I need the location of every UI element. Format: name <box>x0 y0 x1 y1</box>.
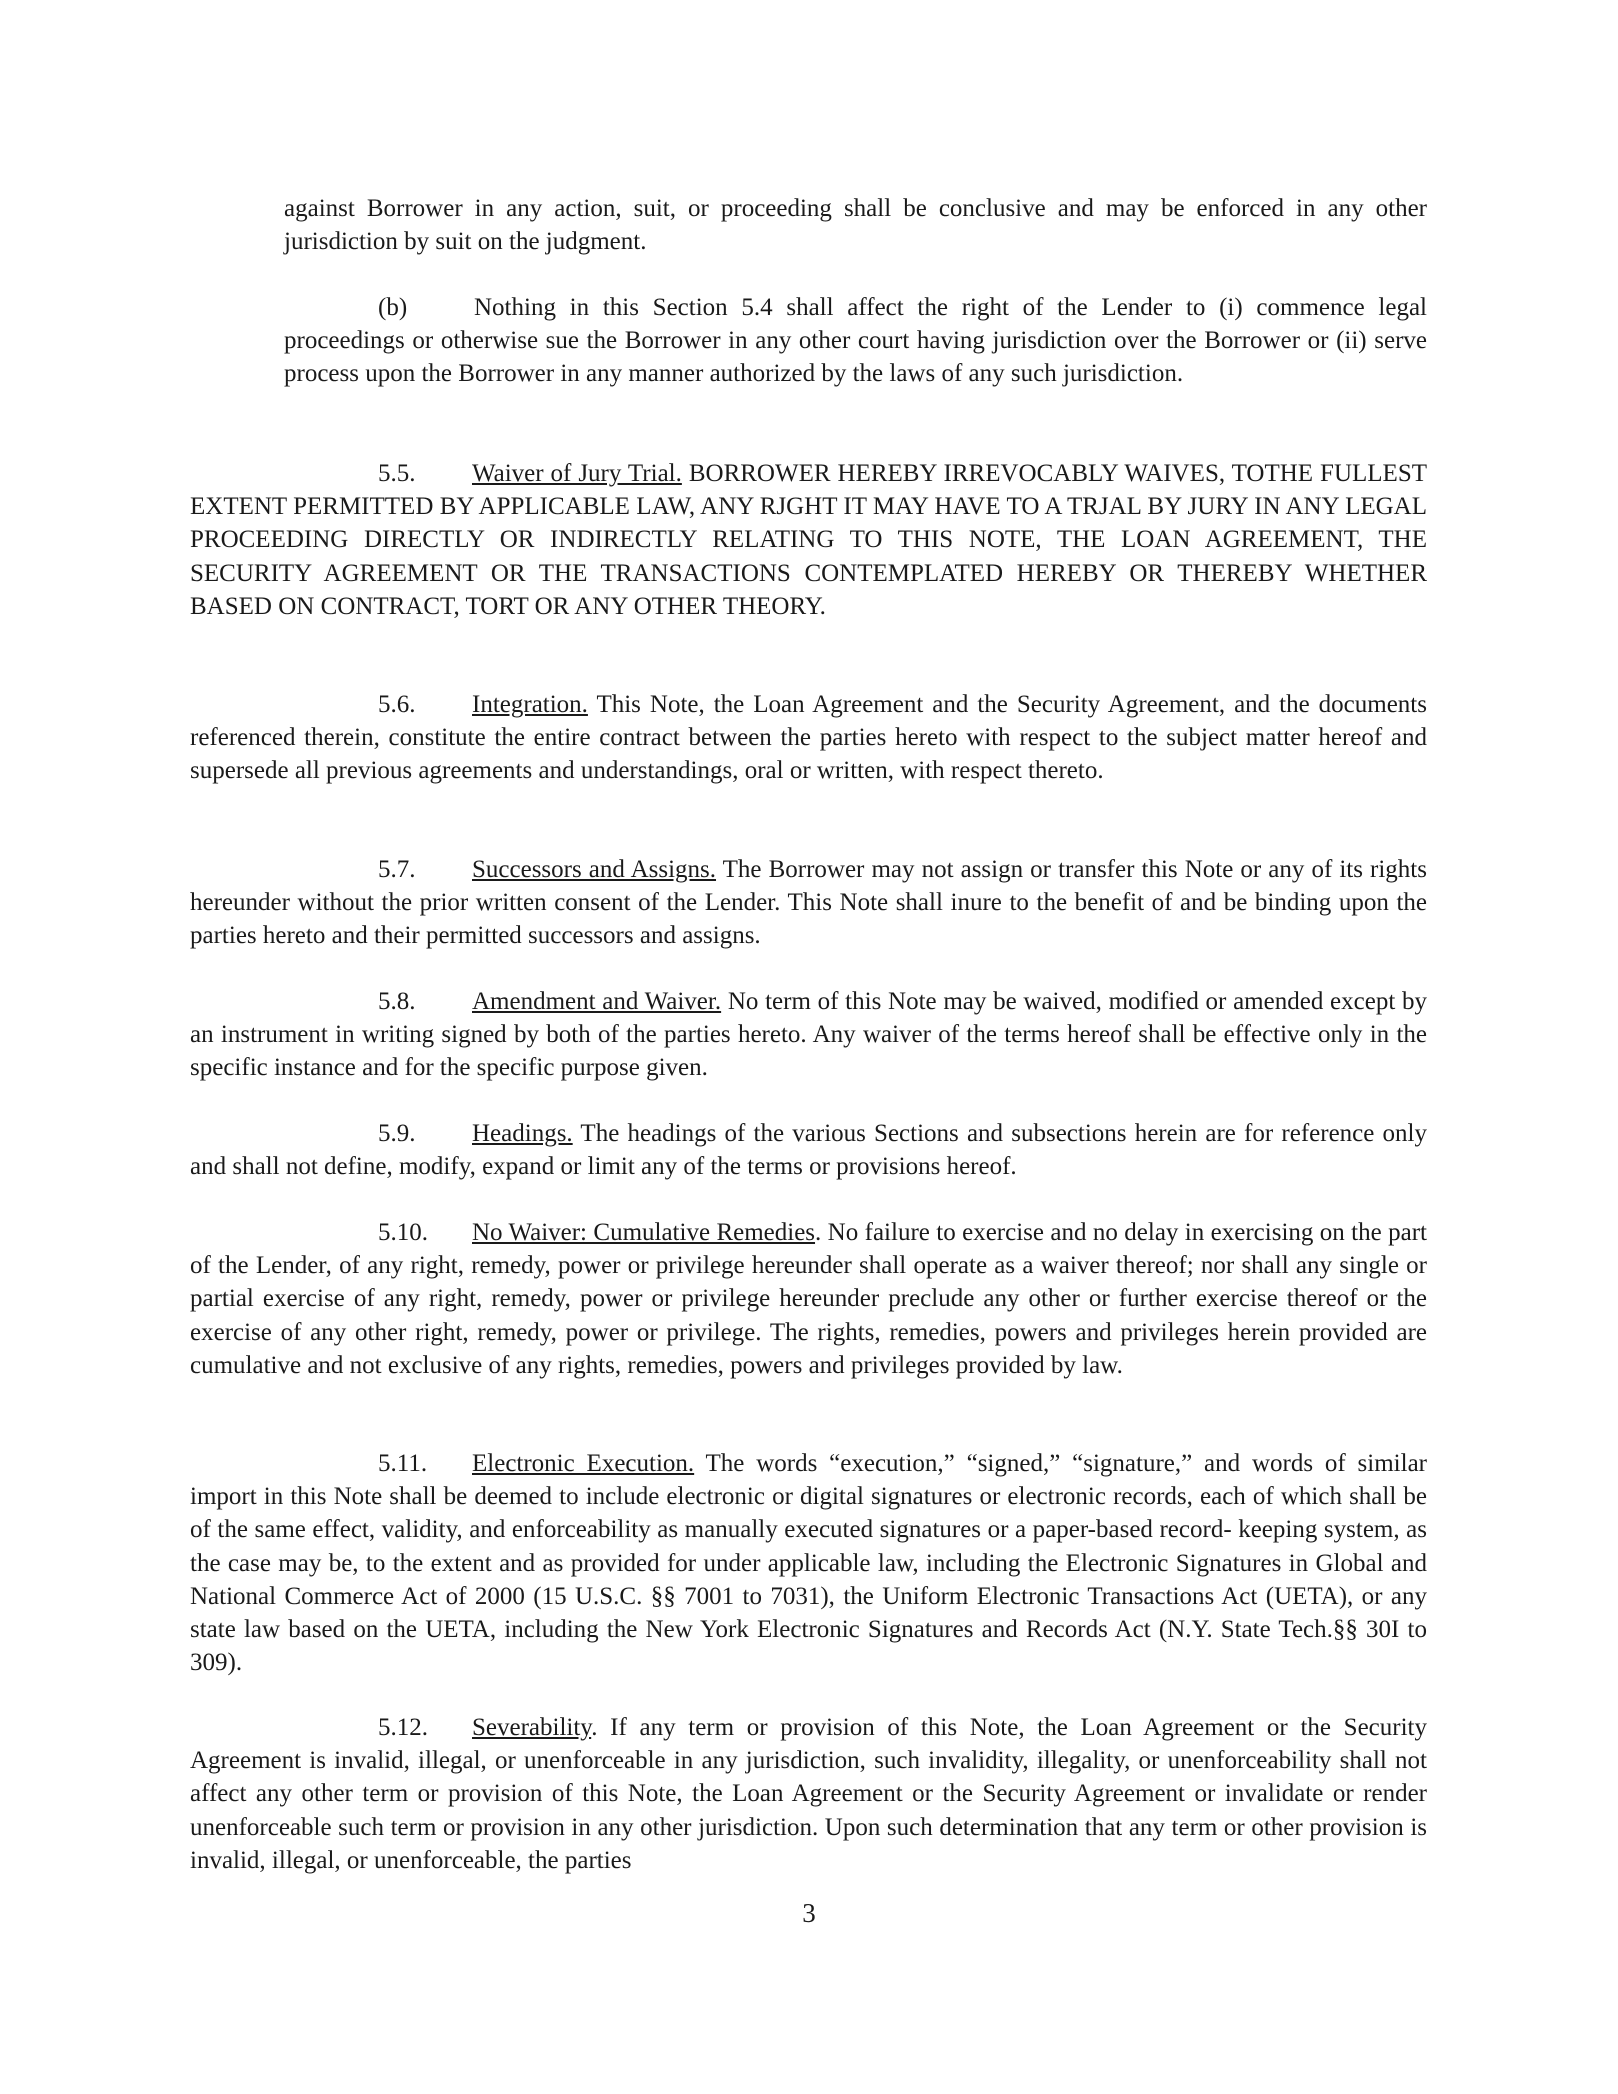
section-heading: Integration. <box>472 691 588 718</box>
section-text: BORROWER HEREBY IRREVOCABLY WAIVES, TOTHE FULLEST EXTENT PERMITTED BY APPLICABLE LAW, ANY RJGHT IT MAY HAVE TO A TRJAL BY JURY IN ANY LEGAL PROCEEDING DIRECTLY OR INDIRECTLY RELATING TO THIS NOTE, THE LOAN AGREEMENT, THE SECURITY AGREEMENT OR THE TRANSACTIONS CONTEMPLATED HEREBY OR THEREBY WHETHER BASED ON CONTRACT, TORT OR ANY OTHER THEORY. <box>190 460 1428 620</box>
section-number: 5.5. <box>378 460 416 487</box>
section-5-11 <box>190 1447 1427 1679</box>
paragraph-continuation <box>284 192 1427 258</box>
section-text: The headings of the various Sections and subsections herein are for reference only and shall not define, modify, expand or limit any of the terms or provisions hereof. <box>190 1120 1427 1181</box>
section-5-5 <box>190 457 1427 623</box>
paragraph-text: against Borrower in any action, suit, or proceeding shall be conclusive and may be enforced in any other jurisdiction by suit on the judgment. <box>284 195 1427 256</box>
subsection-label: (b) <box>378 294 408 321</box>
section-5-7 <box>190 853 1427 953</box>
section-5-10 <box>190 1216 1427 1382</box>
section-heading: No Waiver: Cumulative Remedies <box>472 1219 816 1246</box>
section-number: 5.10. <box>378 1219 428 1246</box>
section-text: No term of this Note may be waived, modified or amended except by an instrument in writing signed by both of the parties hereto. Any waiver of the terms hereof shall be effective only in the specific instance and for the specific purpose given. <box>190 988 1427 1082</box>
page-number: 3 <box>802 1898 816 1928</box>
section-number: 5.8. <box>378 988 416 1015</box>
section-heading: Severability <box>472 1714 592 1741</box>
section-text: . If any term or provision of this Note, the Loan Agreement or the Security Agreement is invalid, illegal, or unenforceable in any jurisdiction, such invalidity, illegality, or unenforceability shall not affect any other term or provision of this Note, the Loan Agreement or the Security Agreement or invalidate or render unenforceable such term or provision in any other jurisdiction. Upon such determination that any term or other provision is invalid, illegal, or unenforceable, the parties <box>190 1714 1427 1874</box>
section-heading: Successors and Assigns. <box>472 856 717 883</box>
section-heading: Waiver of Jury Trial. <box>472 460 682 487</box>
section-number: 5.11. <box>378 1450 428 1477</box>
section-heading: Amendment and Waiver. <box>472 988 722 1015</box>
section-text: . No failure to exercise and no delay in exercising on the part of the Lender, of any right, remedy, power or privilege hereunder shall operate as a waiver thereof; nor shall any single or partial exercise of any right, remedy, power or privilege hereunder preclude any other or further exercise thereof or the exercise of any other right, remedy, power or privilege. The rights, remedies, powers and privileges herein provided are cumulative and not exclusive of any rights, remedies, powers and privileges provided by law. <box>190 1219 1427 1379</box>
section-number: 5.9. <box>378 1120 416 1147</box>
section-5-8 <box>190 985 1427 1085</box>
section-text: The Borrower may not assign or transfer this Note or any of its rights hereunder without the prior written consent of the Lender. This Note shall inure to the benefit of and be binding upon the parties hereto and their permitted successors and assigns. <box>190 856 1427 950</box>
section-5-6 <box>190 688 1427 788</box>
section-text: This Note, the Loan Agreement and the Security Agreement, and the documents referenced therein, constitute the entire contract between the parties hereto with respect to the subject matter hereof and supersede all previous agreements and understandings, oral or written, with respect thereto. <box>190 691 1427 785</box>
section-text: The words “execution,” “signed,” “signature,” and words of similar import in this Note shall be deemed to include electronic or digital signatures or electronic records, each of which shall be of the same effect, validity, and enforceability as manually executed signatures or a paper-based record- keeping system, as the case may be, to the extent and as provided for under applicable law, including the Electronic Signatures in Global and National Commerce Act of 2000 (15 U.S.C. §§ 7001 to 7031), the Uniform Electronic Transactions Act (UETA), or any state law based on the UETA, including the New York Electronic Signatures and Records Act (N.Y. State Tech.§§ 30I to 309). <box>190 1450 1427 1677</box>
paragraph-subsection-b <box>284 291 1427 391</box>
section-number: 5.6. <box>378 691 416 718</box>
section-number: 5.7. <box>378 856 416 883</box>
section-heading: Headings. <box>472 1120 573 1147</box>
paragraph-text: Nothing in this Section 5.4 shall affect the right of the Lender to (i) commence legal proceedings or otherwise sue the Borrower in any other court having jurisdiction over the Borrower or (ii) serve process upon the Borrower in any manner authorized by the laws of any such jurisdiction. <box>284 294 1427 388</box>
section-5-12 <box>190 1711 1427 1877</box>
section-heading: Electronic Execution. <box>472 1450 695 1477</box>
section-number: 5.12. <box>378 1714 428 1741</box>
section-5-9 <box>190 1117 1427 1183</box>
